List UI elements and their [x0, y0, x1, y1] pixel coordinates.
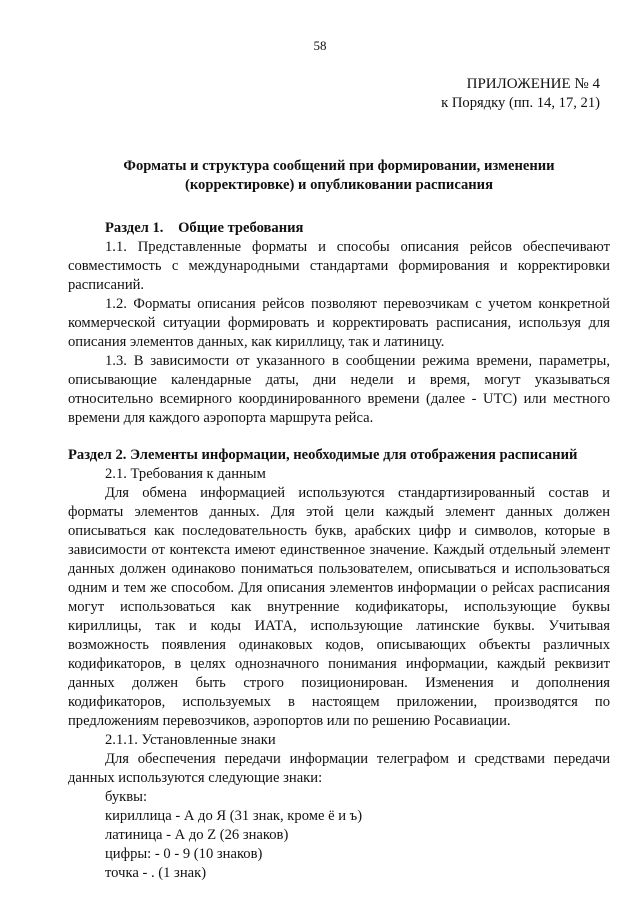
document-body [68, 157, 610, 883]
section-1-heading [68, 219, 610, 238]
paragraph-1-1: 1.1. Представленные форматы и способы описания рейсов обеспечивают совместимость с международными стандартами формирования и корректировки расписаний. [68, 239, 610, 293]
paragraph-2-1-1: Для обеспечения передачи информации телеграфом и средствами передачи данных используются следующие знаки: [68, 751, 610, 786]
list-item: латиница - А до Z (26 знаков) [105, 827, 289, 843]
appendix-reference: к Порядку (пп. 14, 17, 21) [441, 95, 600, 111]
appendix-title: ПРИЛОЖЕНИЕ № 4 [466, 76, 600, 92]
document-title [68, 157, 610, 195]
allowed-characters-list [68, 788, 610, 883]
document-title-line-2: (корректировке) и опубликовании расписания [184, 177, 493, 193]
section-1-number: Раздел 1. [105, 220, 164, 236]
list-item: цифры: - 0 - 9 (10 знаков) [105, 846, 263, 862]
subsection-2-1-1-heading: 2.1.1. Установленные знаки [105, 732, 276, 748]
letters-label: буквы: [105, 789, 148, 805]
list-item: точка - . (1 знак) [105, 865, 207, 881]
list-item: кириллица - А до Я (31 знак, кроме ё и ъ) [105, 808, 363, 824]
subsection-2-1-heading: 2.1. Требования к данным [105, 466, 266, 482]
paragraph-2-1: Для обмена информацией используются стандартизированный состав и форматы элементов данных. Для этой цели каждый элемент данных должен описываться как последовательность букв, арабских цифр и символов, которые в зависимости от контекста имеют единственное значение. Каждый отдельный элемент данных должен одинаково пониматься пользователем, описываться и использоваться одним и тем же способом. Для описания элементов информации о рейсах расписания могут использоваться как внутренние кодификаторы, использующие буквы кириллицы, так и коды ИАТА, использующие латинские буквы. Учитывая возможность появления одинаковых кодов, описывающих объекты различных кодификаторов, в целях однозначного понимания информации, каждый реквизит данных должен быть строго позиционирован. Изменения и дополнения кодификаторов, используемых в настоящем приложении, производятся по предложениям перевозчиков, аэропортов или по решению Росавиации. [68, 485, 610, 729]
page-number: 58 [313, 38, 327, 53]
paragraph-1-3: 1.3. В зависимости от указанного в сообщении режима времени, параметры, описывающие календарные даты, дни недели и время, могут указываться относительно всемирного координированного времени (далее - UTC) или местного времени для каждого аэропорта маршрута рейса. [68, 353, 610, 426]
paragraph-1-2: 1.2. Форматы описания рейсов позволяют перевозчикам с учетом конкретной коммерческой ситуации формировать и корректировать расписания, используя для описания элементов данных, как кириллицу, так и латиницу. [68, 296, 610, 350]
section-2-heading: Раздел 2. Элементы информации, необходимые для отображения расписаний [68, 447, 578, 463]
document-title-line-1: Форматы и структура сообщений при формировании, изменении [123, 158, 555, 174]
section-1-title: Общие требования [178, 220, 304, 236]
appendix-header [441, 75, 600, 113]
